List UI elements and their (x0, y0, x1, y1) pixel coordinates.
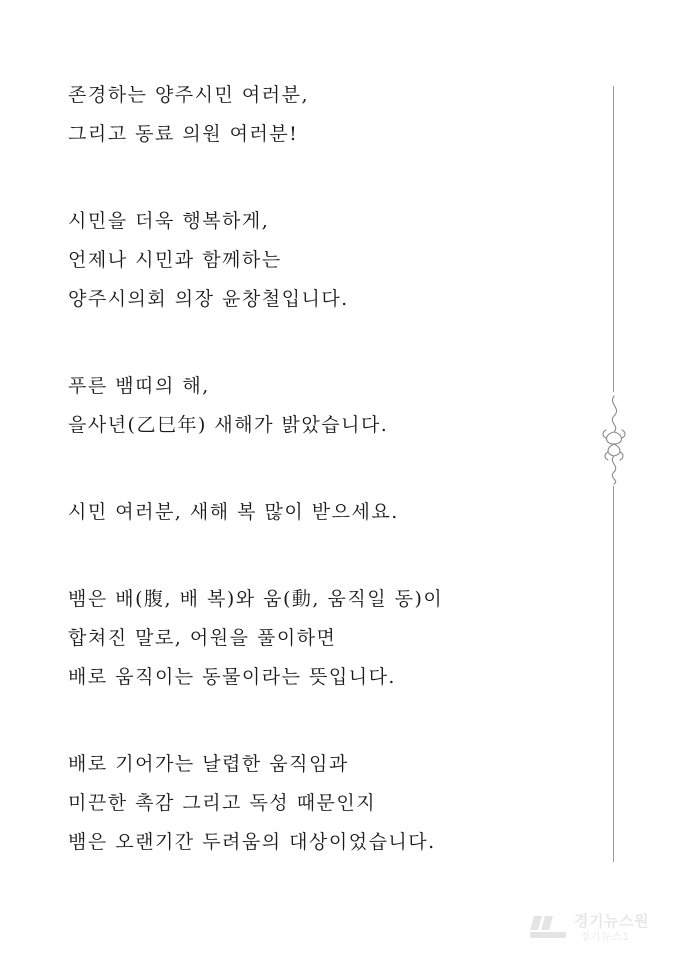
flourish-ornament-icon (600, 394, 630, 486)
paragraph-introduction (68, 202, 588, 319)
paragraph-blessing (68, 493, 588, 532)
margin-divider-bottom (613, 486, 614, 862)
text-line: 시민을 더욱 행복하게, (68, 210, 270, 232)
text-line: 뱀은 오랜기간 두려움의 대상이었습니다. (68, 831, 436, 853)
text-line: 배로 움직이는 동물이라는 뜻입니다. (68, 666, 396, 688)
text-line: 언제나 시민과 함께하는 (68, 249, 282, 271)
paragraph-etymology (68, 580, 588, 697)
paragraph-new-year (68, 367, 588, 445)
gnt-logo-icon (528, 912, 572, 942)
text-line: 합쳐진 말로, 어원을 풀이하면 (68, 627, 337, 649)
letter-body (68, 76, 588, 910)
text-line: 을사년(乙巳年) 새해가 밝았습니다. (68, 414, 389, 436)
paragraph-greeting (68, 76, 588, 154)
watermark-name: 경기뉴스원 (574, 912, 649, 930)
text-line: 배로 기어가는 날렵한 움직임과 (68, 753, 349, 775)
watermark-subname: 경기뉴스1 (580, 932, 631, 943)
text-line: 그리고 동료 의원 여러분! (68, 123, 299, 145)
text-line: 양주시의회 의장 윤창철입니다. (68, 288, 349, 310)
margin-divider-top (613, 86, 614, 392)
paragraph-fear (68, 745, 588, 862)
text-line: 시민 여러분, 새해 복 많이 받으세요. (68, 501, 399, 523)
watermark (528, 910, 668, 944)
text-line: 푸른 뱀띠의 해, (68, 375, 210, 397)
text-line: 뱀은 배(腹, 배 복)와 움(動, 움직일 동)이 (68, 588, 444, 610)
text-line: 존경하는 양주시민 여러분, (68, 84, 310, 106)
text-line: 미끈한 촉감 그리고 독성 때문인지 (68, 792, 377, 814)
